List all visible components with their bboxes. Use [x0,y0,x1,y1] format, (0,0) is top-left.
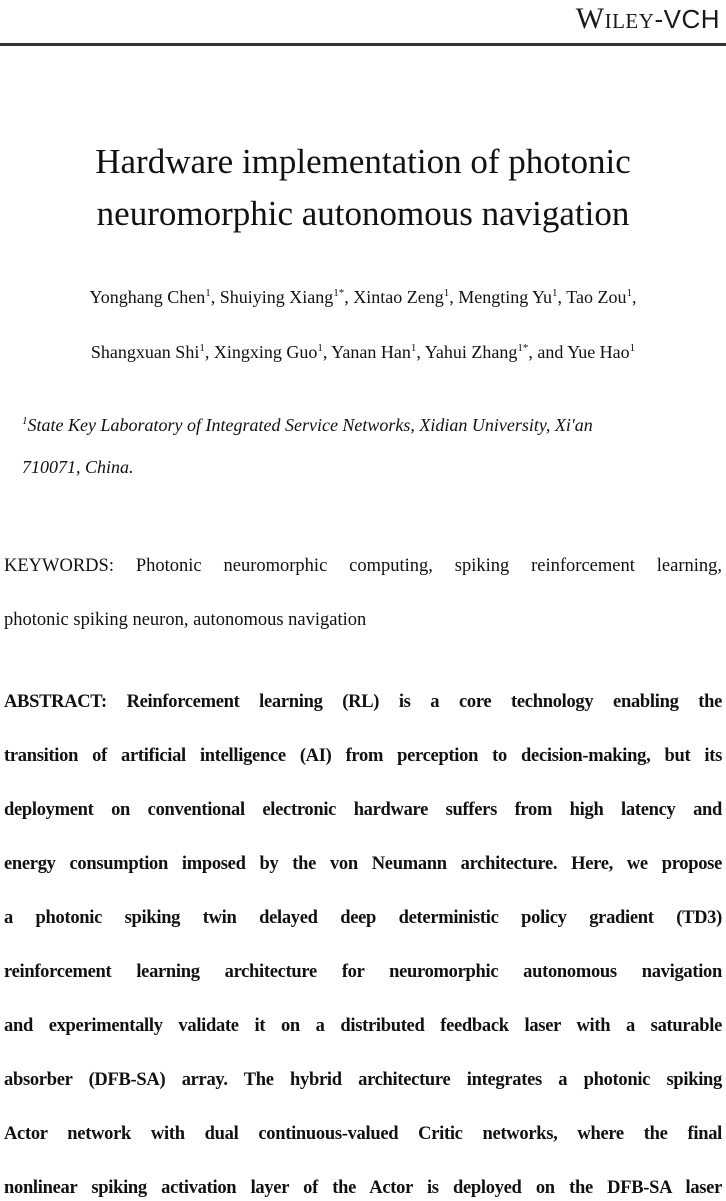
author-separator: , and [528,342,568,362]
author-separator: , [344,287,354,307]
author-affiliation-mark: 1* [333,287,345,299]
author-separator: , [631,287,637,307]
affiliation-mark: 1 [22,415,28,427]
abstract-line: deployment on conventional electronic hardware suffers from high latency and [4,800,722,820]
keywords-text: Photonic neuromorphic computing, spiking reinforcement learning, [135,556,722,576]
author-affiliation-mark: 1* [517,342,529,354]
author-affiliation-mark: 1 [629,342,636,354]
abstract-line: nonlinear spiking activation layer of the Actor is deployed on the DFB-SA laser [4,1178,722,1198]
author-separator: , [322,342,332,362]
author-name: Yanan Han [331,342,411,362]
author-line-1 [0,285,726,309]
author-separator: , [210,287,220,307]
author-name: Xintao Zeng [353,287,444,307]
author-separator: , [416,342,425,362]
abstract-line: absorber (DFB-SA) array. The hybrid architecture integrates a photonic spiking [4,1070,722,1090]
author-name: Yonghang Chen [89,287,206,307]
author-name: Yue Hao [567,342,630,362]
author-affiliation-mark: 1 [410,342,417,354]
author-line-2 [0,340,726,364]
author-name: Tao Zou [566,287,627,307]
paper-title [0,136,726,240]
author-name: Shangxuan Shi [90,342,200,362]
abstract-line [4,689,722,715]
author-name: Yahui Zhang [424,342,518,362]
affiliation-line-2: 710071, China. [22,457,134,477]
keywords-label: KEYWORDS: [4,556,114,576]
affiliation [22,413,722,437]
author-name: Mengting Yu [458,287,553,307]
keywords-line-2: photonic spiking neuron, autonomous navigation [4,610,367,630]
abstract-line: reinforcement learning architecture for neuromorphic autonomous navigation [4,962,722,982]
author-affiliation-mark: 1 [199,342,205,354]
abstract-line: Actor network with dual continuous-valued Critic networks, where the final [4,1124,722,1144]
publisher-logo [576,2,720,36]
author-affiliation-mark: 1 [317,342,323,354]
author-affiliation-mark: 1 [626,287,632,299]
abstract-line: a photonic spiking twin delayed deep deterministic policy gradient (TD3) [4,908,722,928]
title-line-2: neuromorphic autonomous navigation [96,194,630,233]
author-separator: , [204,342,214,362]
title-line-1: Hardware implementation of photonic [95,142,631,181]
author-separator: , [557,287,567,307]
author-affiliation-mark: 1 [552,287,558,299]
author-affiliation-mark: 1 [205,287,211,299]
header-divider [0,43,726,46]
author-separator: , [449,287,459,307]
affiliation-line-1: State Key Laboratory of Integrated Service Networks, Xidian University, Xi'an [27,415,593,435]
author-name: Xingxing Guo [213,342,318,362]
publisher-logo-main: Wiley [575,2,655,35]
abstract-text: Reinforcement learning (RL) is a core technology enabling the [126,692,722,712]
author-affiliation-mark: 1 [443,287,450,299]
author-name: Shuiying Xiang [219,287,334,307]
abstract-line: and experimentally validate it on a distributed feedback laser with a saturable [4,1016,722,1036]
keywords-line-1 [4,553,722,579]
abstract-label: ABSTRACT: [4,692,107,712]
publisher-logo-suffix: -VCH [654,4,720,34]
abstract-line: energy consumption imposed by the von Neumann architecture. Here, we propose [4,854,722,874]
abstract-line: transition of artificial intelligence (AI) from perception to decision-making, but its [4,746,722,766]
